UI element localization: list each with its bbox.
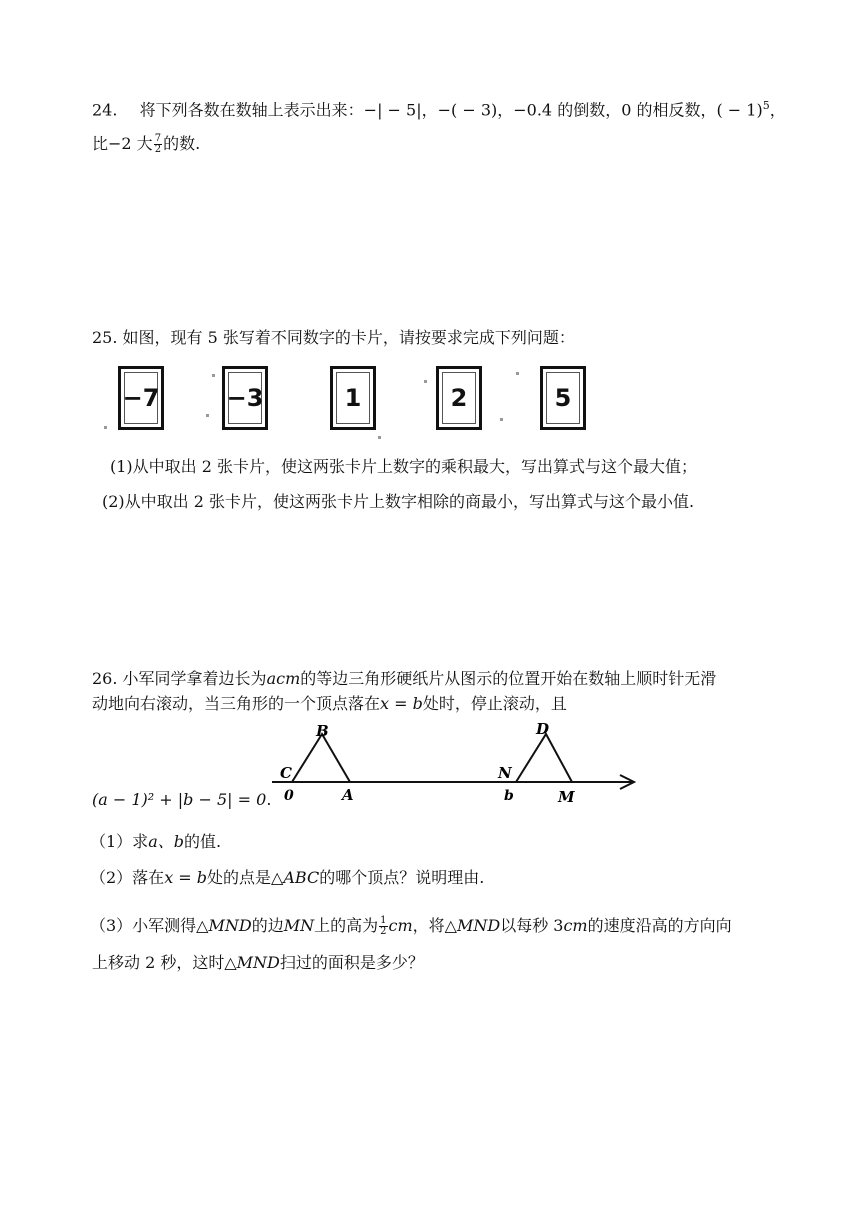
q26-vars: MND	[236, 953, 280, 972]
label-N: N	[498, 764, 512, 782]
label-C: C	[280, 764, 292, 782]
q26-equation: (a − 1)² + |b − 5| = 0	[92, 790, 267, 809]
q26-text: 的边	[251, 916, 284, 935]
q26-vars: ABC	[283, 868, 320, 887]
scan-speck	[104, 426, 107, 429]
card-value: −3	[226, 384, 264, 412]
q26-number: 26.	[92, 669, 118, 688]
q25-intro-line	[92, 328, 575, 348]
q26-vars: cm	[563, 916, 588, 935]
label-B: B	[316, 722, 329, 740]
triangle-abc	[292, 734, 350, 782]
q24-exponent: 5	[762, 99, 770, 112]
q24-frac-num: 7	[154, 133, 162, 144]
q24-frac-den: 2	[154, 144, 162, 155]
q26-text: 扫过的面积是多少？	[279, 953, 424, 972]
q26-text: （2）落在	[90, 868, 165, 887]
label-b: b	[504, 788, 514, 804]
q26-equation-line	[92, 790, 271, 810]
q25-part2: (2)从中取出 2 张卡片，使这两张卡片上数字相除的商最小，写出算式与这个最小值.	[102, 492, 695, 511]
q26-vars: MND	[456, 916, 501, 935]
q26-side-var: acm	[266, 669, 301, 688]
q26-line2	[92, 694, 567, 714]
card-neg3	[222, 366, 268, 430]
q24-prompt: 将下列各数在数轴上表示出来：	[139, 100, 364, 120]
q26-vars: MN	[283, 916, 315, 935]
card-value: 2	[450, 384, 468, 412]
q24-numbers-list: −| − 5|，−( − 3)，−0.4 的倒数，0 的相反数，( − 1)	[363, 100, 763, 120]
q26-vars: MND	[208, 916, 252, 935]
card-value: 1	[344, 384, 362, 412]
q26-text: 的哪个顶点？说明理由.	[319, 868, 485, 887]
scan-speck	[424, 380, 427, 383]
q26-text: （1）求	[90, 832, 149, 851]
q24-line2	[92, 134, 200, 155]
q26-height-fraction	[379, 916, 387, 937]
q26-part1	[90, 832, 221, 852]
label-zero: 0	[284, 788, 294, 804]
q26-text: （3）小军测得△	[90, 916, 209, 935]
q26-vars: a、b	[148, 832, 184, 851]
q26-x-eq-b: x = b	[380, 694, 423, 713]
q25-number: 25.	[92, 328, 118, 347]
q26-text: 上的高为	[314, 916, 379, 935]
q26-text: 的等边三角形硬纸片从图示的位置开始在数轴上顺时针无滑	[300, 669, 717, 688]
q26-vars: cm	[388, 916, 413, 935]
q26-text: 上移动 2 秒，这时△	[92, 953, 237, 972]
q26-part3-line1	[90, 916, 732, 937]
q26-period: .	[266, 790, 272, 809]
number-line-diagram	[264, 720, 644, 812]
triangle-mnd	[516, 734, 572, 782]
q26-text: 动地向右滚动，当三角形的一个顶点落在	[92, 694, 381, 713]
card-2	[436, 366, 482, 430]
q26-text: 以每秒 3	[500, 916, 564, 935]
q26-text: 的值.	[183, 832, 222, 851]
q24-fraction	[154, 134, 162, 155]
q24-line2-prefix: 比−2 大	[92, 134, 153, 153]
scan-speck	[378, 436, 381, 439]
q25-intro: 如图，现有 5 张写着不同数字的卡片，请按要求完成下列问题：	[122, 328, 575, 347]
q26-text: 小军同学拿着边长为	[122, 669, 267, 688]
label-M: M	[558, 788, 575, 806]
card-neg7	[118, 366, 164, 430]
card-value: −7	[122, 384, 160, 412]
q26-text: 的速度沿高的方向向	[587, 916, 732, 935]
q26-text: 处的点是△	[207, 868, 284, 887]
scan-speck	[500, 418, 503, 421]
q25-part1: (1)从中取出 2 张卡片，使这两张卡片上数字的乘积最大，写出算式与这个最大值；	[110, 457, 698, 476]
q26-line1	[92, 669, 716, 689]
label-D: D	[536, 720, 550, 738]
card-5	[540, 366, 586, 430]
frac-num: 1	[380, 915, 387, 926]
scan-speck	[206, 414, 209, 417]
q24-line1	[92, 96, 786, 120]
q26-part2	[90, 868, 484, 888]
q24-line2-suffix: 的数.	[163, 134, 201, 153]
scan-speck	[212, 374, 215, 377]
q26-text: 处时，停止滚动，且	[422, 694, 567, 713]
q26-text: ，将△	[412, 916, 457, 935]
q26-vars: x = b	[164, 868, 208, 887]
card-1	[330, 366, 376, 430]
label-A: A	[342, 786, 354, 804]
card-value: 5	[554, 384, 572, 412]
scan-speck	[516, 372, 519, 375]
q24-comma: ，	[769, 100, 786, 120]
frac-den: 2	[380, 926, 387, 937]
q24-number: 24.	[92, 100, 118, 120]
q26-part3-line2	[92, 953, 424, 973]
